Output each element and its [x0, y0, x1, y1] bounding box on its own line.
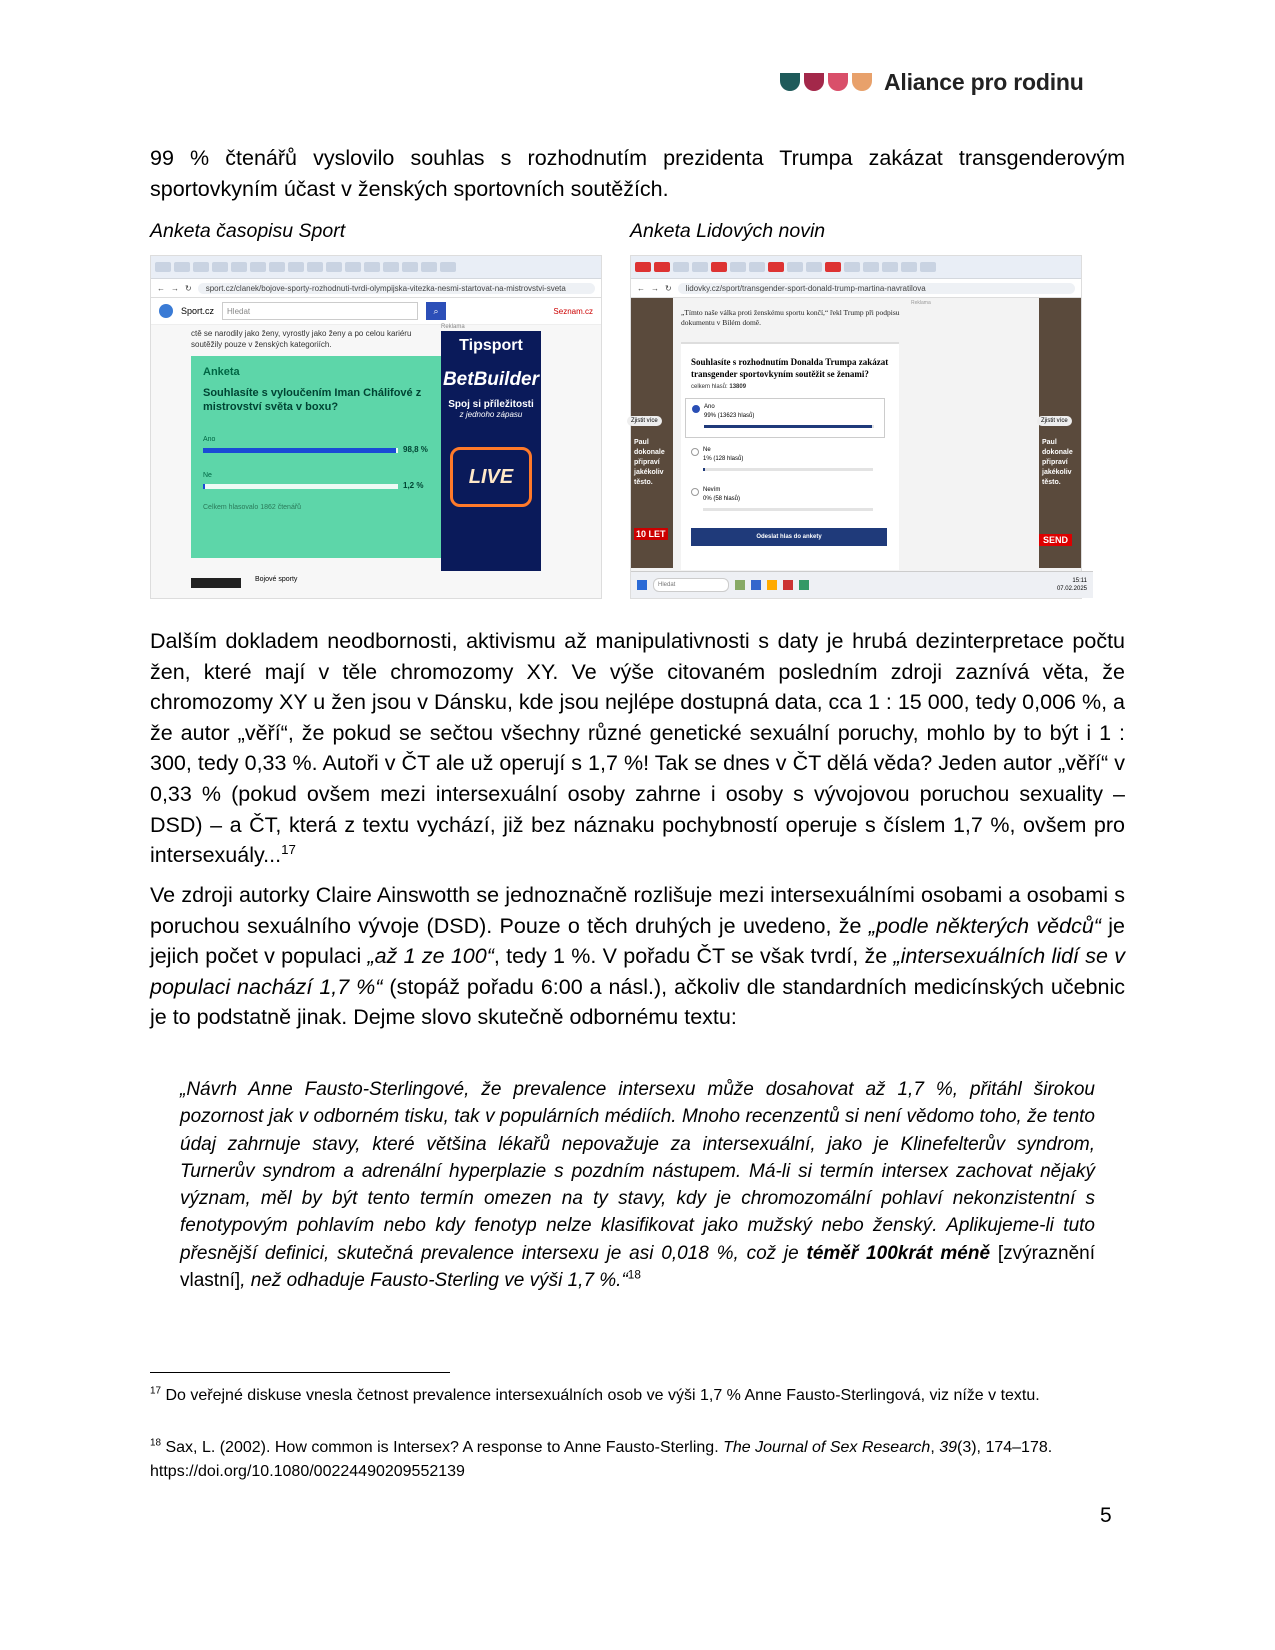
votes-total: 13809	[729, 384, 747, 390]
browser-tab	[307, 262, 323, 272]
option-result: 0% (58 hlasů)	[703, 496, 741, 502]
caption-left: Anketa časopisu Sport	[150, 220, 346, 242]
paragraph-2-text: Dalším dokladem neodbornosti, aktivismu až manipulativnosti s daty je hrubá dezinterpretace počtu žen, které mají v těle chromozomy XY. Ve výše citovaném posledním zdroji zaznívá věta, že chromozomy XY u žen jsou v Dánsku, kde jsou nejlépe dostupná data, cca 1 : 15 000, tedy 0,006 %, a že autor „věří“, že pokud se sečtou všechny různé genetické sexuální poruchy, mohlo by to být i 1 : 300, tedy 0,33 %. Autoři v ČT ale už operují s 1,7 %! Tak se dnes v ČT dělá věda? Jeden autor „věří“ v 0,33 % (pokud ovšem mezi intersexuální osoby zahrne i osoby s vývojovou poruchou sexuality – DSD) – a ČT, která z textu vychází, již bez náznaku pochybností operuje s číslem 1,7 %, ovšem pro intersexuály...	[150, 629, 1125, 868]
browser-tab	[825, 262, 841, 272]
windows-start-icon[interactable]	[637, 580, 647, 590]
footer-thumb	[191, 578, 241, 588]
forward-icon: →	[651, 283, 659, 293]
browser-tab	[730, 262, 746, 272]
radio-icon[interactable]	[691, 488, 699, 496]
footnote-ref[interactable]: 17	[281, 842, 296, 857]
taskbar-clock	[1057, 577, 1087, 593]
taskbar-app-icon[interactable]	[767, 580, 777, 590]
footnote-ref[interactable]: 18	[627, 1268, 641, 1282]
browser-tab	[155, 262, 171, 272]
logo-text: Aliance pro rodinu	[884, 68, 1084, 95]
lidovky-poll-screenshot	[630, 255, 1087, 599]
poll-option-label: Ne	[203, 472, 212, 479]
para3-text: (stopáž pořadu 6:00 a násl.), ačkoliv dle standardních medicínských učebnic je to podstatně jinak. Dejme slovo skutečně odbornému textu:	[150, 974, 1125, 1030]
tipsport-ad[interactable]	[441, 331, 541, 571]
taskbar-time: 15:11	[1072, 578, 1087, 584]
browser-tab	[711, 262, 727, 272]
browser-tab	[250, 262, 266, 272]
para3-italic: „intersexuálních lidí se v populaci nachází 1,7 %“	[150, 944, 1126, 999]
browser-tab	[749, 262, 765, 272]
browser-tab	[901, 262, 917, 272]
result-bar-fill	[703, 468, 705, 471]
side-ad-left[interactable]	[631, 298, 673, 568]
poll-box	[681, 342, 899, 570]
browser-tab	[326, 262, 342, 272]
url-field: sport.cz/clanek/bojove-sporty-rozhodnuti-tvrdi-olympijska-vitezka-nesmi-startovat-na-mistrovstvi-sveta	[198, 283, 595, 294]
poll-option-row[interactable]	[685, 482, 883, 520]
taskbar-app-icon[interactable]	[751, 580, 761, 590]
footer-link[interactable]: Bojové sporty	[255, 576, 298, 583]
poll-option-row[interactable]	[685, 398, 885, 438]
ad-sub2: z jednoho zápasu	[459, 410, 523, 419]
ad-live: LIVE	[450, 447, 532, 507]
footnote-journal: The Journal of Sex Research	[723, 1439, 931, 1456]
browser-tab	[402, 262, 418, 272]
browser-tab	[421, 262, 437, 272]
logo-marks	[780, 73, 872, 91]
browser-tab	[635, 262, 651, 272]
taskbar-date: 07.02.2025	[1056, 586, 1087, 592]
side-btn-left: Zjistit více	[627, 416, 662, 426]
quote-text: , než odhaduje Fausto-Sterling ve výši 1,7 %.“	[240, 1270, 628, 1292]
result-bar-track	[703, 508, 873, 511]
page-number: 5	[1100, 1504, 1112, 1527]
paragraph-3	[150, 880, 1125, 1033]
back-icon: ←	[637, 283, 645, 293]
browser-tabs	[151, 256, 601, 279]
footnote-number: 17	[150, 1385, 162, 1397]
footnote-doi[interactable]: (3), 174–178. https://doi.org/10.1080/00224490209552139	[150, 1439, 1053, 1480]
footnote-number: 18	[150, 1437, 162, 1449]
footnote-text: ,	[930, 1439, 940, 1456]
poll-question: Souhlasíte s vyloučením Iman Chálifové z mistrovství světa v boxu?	[203, 387, 422, 413]
side-text-left: Paul dokonale připraví jakékoliv těsto.	[634, 439, 665, 486]
result-bar-track	[704, 425, 874, 428]
article-quote: „Tímto naše válka proti ženskému sportu končí,“ řekl Trump při podpisu dokumentu v Bílém domě.	[681, 308, 900, 327]
browser-tab	[882, 262, 898, 272]
poll-votes	[691, 384, 746, 390]
footnote-text: Sax, L. (2002). How common is Intersex? A response to Anne Fausto-Sterling.	[161, 1439, 724, 1456]
para3-italic: „až 1 ze 100“	[367, 944, 494, 969]
para3-text: je jejich počet v populaci	[150, 913, 1125, 969]
footnote-18	[150, 1436, 1125, 1484]
browser-tab	[440, 262, 456, 272]
footnote-volume: 39	[939, 1439, 957, 1456]
ad-label: Reklama	[441, 324, 465, 330]
browser-tabs	[631, 256, 1081, 279]
windows-taskbar	[631, 571, 1093, 598]
intro-paragraph: 99 % čtenářů vyslovilo souhlas s rozhodnutím prezidenta Trumpa zakázat transgenderovým sportovkyním účast v ženských sportovních soutěžích.	[150, 146, 1125, 201]
browser-tab	[383, 262, 399, 272]
option-label: Ano	[704, 404, 715, 410]
taskbar-app-icon[interactable]	[799, 580, 809, 590]
para3-text: Ve zdroji autorky Claire Ainswotth se jednoznačně rozlišuje mezi intersexuálními osobami a osobami s poruchou sexuálního vývoje (DSD). Pouze o těch druhých je uvedeno, že	[150, 883, 1125, 938]
side-badge: 10 LET	[636, 529, 666, 539]
seznam-link: Seznam.cz	[553, 306, 593, 316]
browser-tab	[193, 262, 209, 272]
browser-tab	[844, 262, 860, 272]
quote-bold: téměř 100krát méně	[806, 1242, 991, 1264]
poll-bar-track	[203, 484, 398, 489]
sport-poll-screenshot	[150, 255, 602, 599]
poll-option-percent: 1,2 %	[403, 481, 424, 490]
url-field: lidovky.cz/sport/transgender-sport-donald-trump-martina-navratilova	[678, 283, 1075, 294]
taskbar-app-icon[interactable]	[735, 580, 745, 590]
poll-question: Souhlasíte s rozhodnutím Donalda Trumpa zakázat transgender sportovkyním soutěžit se ženami?	[691, 357, 889, 379]
poll-option-label: Ano	[203, 436, 216, 443]
poll-label: Anketa	[203, 366, 240, 378]
logo-mark-4	[852, 73, 872, 91]
option-label: Ne	[703, 447, 711, 453]
logo-mark-3	[828, 73, 848, 91]
ad-brand: Tipsport	[459, 337, 523, 354]
browser-tab	[806, 262, 822, 272]
browser-tab	[673, 262, 689, 272]
logo-mark-2	[804, 73, 824, 91]
browser-tab	[174, 262, 190, 272]
poll-option-row[interactable]	[685, 442, 883, 480]
browser-tab	[231, 262, 247, 272]
sport-site-header	[151, 298, 601, 325]
taskbar-app-icon[interactable]	[783, 580, 793, 590]
footnote-separator	[150, 1372, 450, 1373]
block-quote	[180, 1076, 1095, 1294]
poll-votes: Celkem hlasovalo 1862 čtenářů	[203, 504, 302, 511]
logo-mark-1	[780, 73, 800, 91]
address-bar	[631, 279, 1081, 298]
option-result: 1% (128 hlasů)	[703, 456, 744, 462]
browser-tab	[863, 262, 879, 272]
side-btn-right: Zjistit více	[1037, 416, 1072, 426]
quote-note: [zvýraznění vlastní]	[180, 1242, 1095, 1292]
back-icon: ←	[157, 283, 165, 293]
reload-icon: ↻	[185, 283, 192, 293]
side-text-right: Paul dokonale připraví jakékoliv těsto.	[1042, 439, 1073, 486]
poll-bar-fill	[203, 484, 205, 489]
address-bar	[151, 279, 601, 298]
ad-title: BetBuilder	[442, 369, 540, 390]
submit-vote-button[interactable]: Odeslat hlas do ankety	[691, 528, 887, 546]
poll-option-percent: 98,8 %	[403, 445, 428, 454]
site-search: Hledat	[222, 302, 418, 320]
browser-tab	[345, 262, 361, 272]
option-label: Nevím	[703, 487, 721, 493]
option-result: 99% (13623 hlasů)	[704, 413, 755, 419]
browser-tab	[768, 262, 784, 272]
poll-bar-track	[203, 448, 398, 453]
ad-label: Reklama	[911, 300, 931, 306]
browser-tab	[212, 262, 228, 272]
paragraph-2	[150, 626, 1125, 871]
reload-icon: ↻	[665, 283, 672, 293]
browser-tab	[288, 262, 304, 272]
taskbar-search[interactable]: Hledat	[653, 578, 729, 592]
browser-tab	[364, 262, 380, 272]
forward-icon: →	[171, 283, 179, 293]
side-send: SEND	[1039, 534, 1072, 546]
search-icon: ⌕	[426, 302, 446, 320]
radio-icon[interactable]	[692, 405, 700, 413]
browser-tab	[654, 262, 670, 272]
site-name: Sport.cz	[181, 306, 215, 316]
votes-label: celkem hlasů:	[691, 384, 728, 390]
result-bar-fill	[704, 425, 872, 428]
browser-tab	[787, 262, 803, 272]
caption-right: Anketa Lidových novin	[630, 220, 826, 242]
browser-tab	[920, 262, 936, 272]
para3-text: , tedy 1 %. V pořadu ČT se však tvrdí, že	[493, 944, 894, 969]
ad-sub1: Spoj si příležitosti	[448, 399, 534, 410]
poll-box	[191, 356, 451, 558]
radio-icon[interactable]	[691, 448, 699, 456]
article-snippet: ctě se narodily jako ženy, vyrostly jako ženy a po celou kariéru soutěžily pouze v ženských kategoriích.	[191, 329, 412, 349]
poll-bar-fill	[203, 448, 396, 453]
result-bar-track	[703, 468, 873, 471]
side-ad-right[interactable]	[1039, 298, 1081, 568]
browser-tab	[692, 262, 708, 272]
footnote-17	[150, 1384, 1125, 1408]
header-logo	[780, 62, 1084, 102]
footnote-text: Do veřejné diskuse vnesla četnost prevalence intersexuálních osob ve výši 1,7 % Anne Fausto-Sterlingová, viz níže v textu.	[161, 1387, 1040, 1404]
quote-text: „Návrh Anne Fausto-Sterlingové, že prevalence intersexu může dosahovat až 1,7 %, přitáhl širokou pozornost jak v odborném tisku, tak v populárních médiích. Mnoho recenzentů si není vědomo toho, že tento údaj zahrnuje stavy, které většina lékařů nepovažuje za intersexuální, jako je Klinefelterův syndrom, Turnerův syndrom a adrenální hyperplazie s pozdním nástupem. Má-li si termín intersex zachovat nějaký význam, měl by být tento termín omezen na ty stavy, kdy je chromozomální pohlaví nekonzistentní s fenotypovým pohlavím nebo kdy fenotyp nelze klasifikovat jako mužský nebo ženský. Aplikujeme-li tuto přesnější definici, skutečná prevalence intersexu je asi 0,018 %, což je	[180, 1079, 1095, 1264]
browser-tab	[269, 262, 285, 272]
para3-italic: „podle některých vědců“	[868, 913, 1101, 938]
sport-logo-icon	[159, 304, 173, 318]
